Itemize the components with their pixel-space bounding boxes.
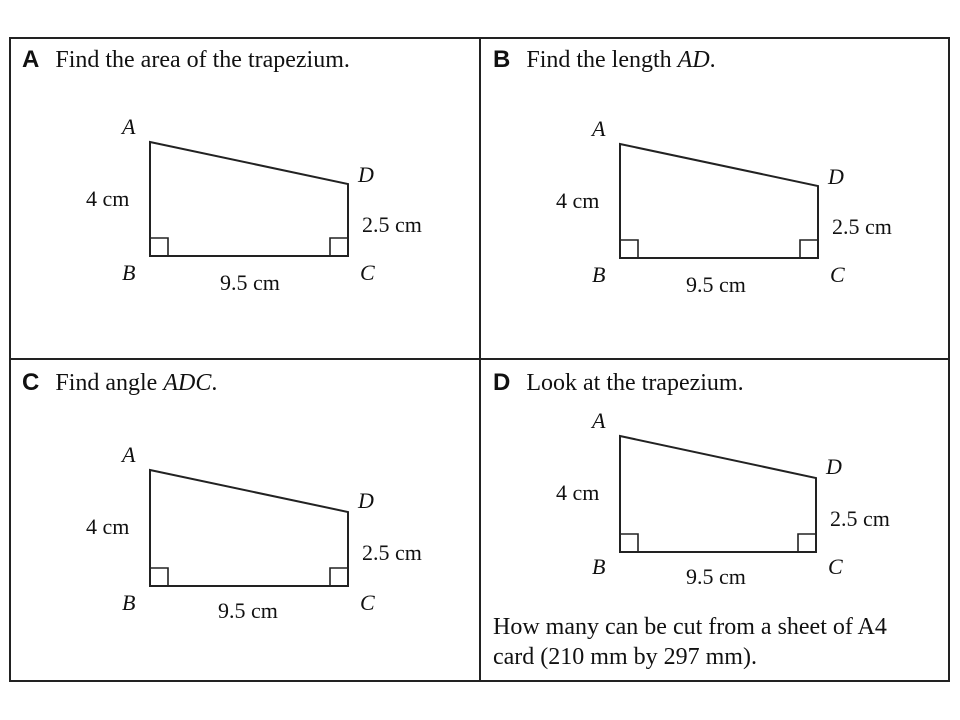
vertex-b-label: B — [122, 590, 136, 615]
left-side-label: 4 cm — [86, 186, 130, 211]
panel-d-followup: How many can be cut from a sheet of A4 card (210 mm by 297 mm). — [493, 614, 887, 670]
base-label: 9.5 cm — [686, 564, 746, 589]
panel-b-heading — [493, 46, 716, 74]
panel-b-question-prefix: Find the length — [526, 47, 678, 73]
base-label: 9.5 cm — [220, 270, 280, 295]
left-side-label: 4 cm — [556, 480, 600, 505]
trapezium-outline — [150, 470, 348, 586]
left-side-label: 4 cm — [86, 514, 130, 539]
panel-a-heading — [22, 46, 350, 74]
vertex-c-label: C — [360, 260, 375, 285]
right-side-label: 2.5 cm — [830, 506, 890, 531]
vertex-d-label: D — [358, 162, 374, 187]
base-label: 9.5 cm — [218, 598, 278, 623]
vertex-c-label: C — [360, 590, 375, 615]
panel-c-question-prefix: Find angle — [55, 370, 164, 396]
right-side-label: 2.5 cm — [362, 212, 422, 237]
right-side-label: 2.5 cm — [362, 540, 422, 565]
panel-b-letter: B — [493, 46, 511, 73]
panel-d-heading — [493, 369, 744, 397]
panel-b-question-suffix: . — [709, 47, 716, 73]
trapezium-outline — [620, 144, 818, 258]
right-angle-marker-c — [330, 568, 348, 586]
horizontal-divider — [9, 358, 950, 360]
right-side-label: 2.5 cm — [832, 214, 892, 239]
vertex-b-label: B — [122, 260, 136, 285]
vertex-c-label: C — [828, 554, 843, 579]
panel-c-question-italic: ADC — [163, 370, 212, 396]
vertex-a-label: A — [592, 116, 606, 141]
vertex-d-label: D — [826, 454, 842, 479]
panel-c-heading — [22, 369, 217, 397]
right-angle-marker-b — [620, 240, 638, 258]
vertex-d-label: D — [828, 164, 844, 189]
vertex-b-label: B — [592, 262, 606, 287]
right-angle-marker-b — [620, 534, 638, 552]
vertex-a-label: A — [592, 408, 606, 433]
trapezium-figure-d — [550, 406, 910, 589]
right-angle-marker-c — [798, 534, 816, 552]
trapezium-figure-c — [80, 440, 440, 623]
right-angle-marker-b — [150, 238, 168, 256]
panel-a-question: Find the area of the trapezium. — [55, 47, 350, 73]
trapezium-outline — [620, 436, 816, 552]
vertex-a-label: A — [122, 114, 136, 139]
right-angle-marker-c — [800, 240, 818, 258]
right-angle-marker-b — [150, 568, 168, 586]
trapezium-outline — [150, 142, 348, 256]
trapezium-figure-b — [550, 112, 910, 297]
vertex-b-label: B — [592, 554, 606, 579]
panel-d-letter: D — [493, 369, 511, 396]
panel-b-question-italic: AD — [677, 47, 710, 73]
panel-c-letter: C — [22, 369, 40, 396]
trapezium-figure-a — [80, 110, 440, 295]
panel-a-letter: A — [22, 46, 40, 73]
base-label: 9.5 cm — [686, 272, 746, 297]
panel-c-question-suffix: . — [211, 370, 218, 396]
vertex-a-label: A — [122, 442, 136, 467]
panel-d-question: Look at the trapezium. — [526, 370, 744, 396]
right-angle-marker-c — [330, 238, 348, 256]
left-side-label: 4 cm — [556, 188, 600, 213]
vertex-d-label: D — [358, 488, 374, 513]
vertex-c-label: C — [830, 262, 845, 287]
